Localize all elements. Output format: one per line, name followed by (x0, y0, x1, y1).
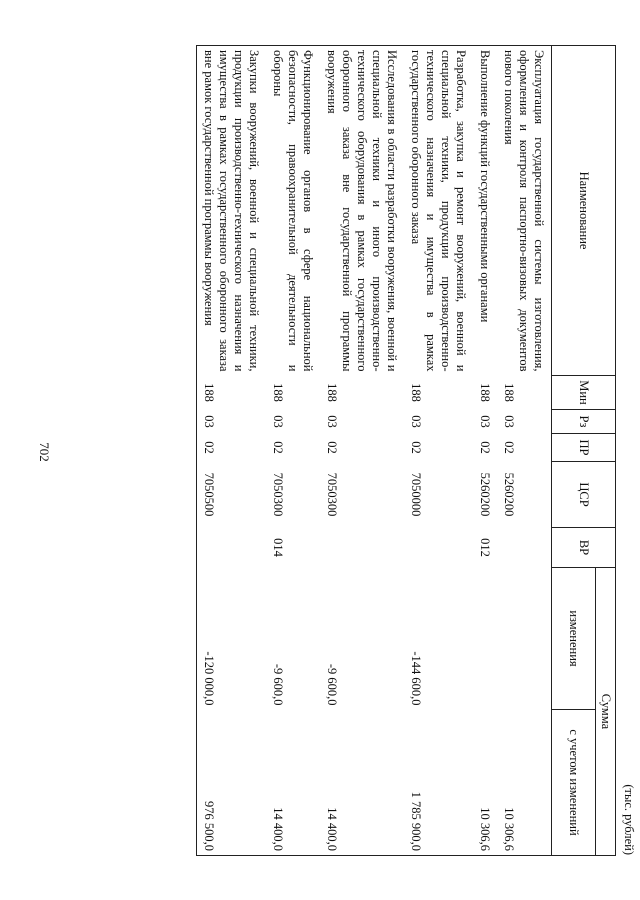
row-total: 14 400,0 (320, 710, 404, 856)
row-vr (320, 528, 404, 568)
header-pr: ПР (552, 434, 616, 462)
row-min: 188 (197, 376, 267, 410)
row-rz: 03 (478, 415, 492, 428)
row-rz: 03 (502, 415, 516, 428)
header-changes: изменения (552, 568, 596, 710)
row-pr: 02 (271, 441, 285, 454)
row-name: Выполнение функций государственными органами (473, 46, 497, 376)
row-csr: 5260200 (478, 472, 492, 517)
row-name: Исследования в области разработки вооружения, военной и специальной техники и иного производственно-технического оборудования в рамках государственного оборонного заказа вне государственной программы вооружения (320, 46, 404, 376)
budget-table (196, 45, 616, 856)
table-row (320, 46, 404, 856)
row-pr: 02 (502, 441, 516, 454)
row-changes (473, 568, 497, 710)
row-csr: 7050000 (409, 472, 423, 517)
row-min: 188 (271, 383, 285, 402)
row-min: 188 (409, 383, 423, 402)
row-total: 10 306,6 (497, 710, 552, 856)
row-changes: -144 600,0 (409, 651, 423, 706)
header-min: Мин (552, 376, 616, 410)
row-rz: 03 (409, 415, 423, 428)
row-csr: 7050300 (271, 472, 285, 517)
table-row (473, 46, 497, 856)
row-pr: 02 (197, 434, 267, 462)
row-changes (497, 568, 552, 710)
row-csr: 5260200 (502, 472, 516, 517)
row-csr: 7050300 (325, 472, 339, 517)
page-number: 702 (37, 442, 52, 462)
row-min: 188 (325, 383, 339, 402)
row-changes: -9 600,0 (325, 663, 339, 706)
row-changes: -120 000,0 (197, 568, 267, 710)
row-rz: 03 (325, 415, 339, 428)
row-rz: 03 (197, 410, 267, 434)
row-changes: -9 600,0 (271, 663, 285, 706)
row-total: 10 306,6 (473, 710, 497, 856)
header-vr: ВР (552, 528, 616, 568)
header-rz: Рз (552, 410, 616, 434)
row-total: 976 500,0 (197, 710, 267, 856)
rotated-page-content (90, 45, 640, 855)
unit-note: (тыс. рублей) (622, 784, 636, 855)
header-with-changes: с учетом изменений (552, 710, 596, 856)
row-pr: 02 (478, 441, 492, 454)
row-name: Эксплуатация государственной системы изготовления, оформления и контроля паспортно-визовых документов нового поколения (497, 46, 552, 376)
row-name: Разработка, закупка и ремонт вооружений, военной и специальной техники, продукции производственно-технического назначения и имущества в рамках государственного оборонного заказа (404, 46, 473, 376)
row-vr: 014 (271, 538, 285, 557)
table-row (404, 46, 473, 856)
row-vr: 012 (478, 538, 492, 557)
row-rz: 03 (271, 415, 285, 428)
row-pr: 02 (409, 441, 423, 454)
table-row (266, 46, 320, 856)
header-csr: ЦСР (552, 462, 616, 528)
header-sum: Сумма (596, 568, 616, 856)
row-min: 188 (502, 383, 516, 402)
table-row (497, 46, 552, 856)
row-name: Функционирование органов в сфере национальной безопасности, правоохранительной деятельности и обороны (266, 46, 320, 376)
table-row (197, 46, 267, 856)
row-vr (497, 528, 552, 568)
row-min: 188 (478, 383, 492, 402)
row-total: 14 400,0 (266, 710, 320, 856)
row-total: 1 785 900,0 (404, 710, 473, 856)
row-csr: 7050500 (197, 462, 267, 528)
row-name: Закупки вооружений, военной и специальной техники, продукции производственно-технического назначения и имущества в рамках государственного оборонного заказа вне рамок государственной программы вооружения (197, 46, 267, 376)
row-pr: 02 (325, 441, 339, 454)
header-name: Наименование (552, 46, 616, 376)
row-vr (404, 528, 473, 568)
row-vr (197, 528, 267, 568)
